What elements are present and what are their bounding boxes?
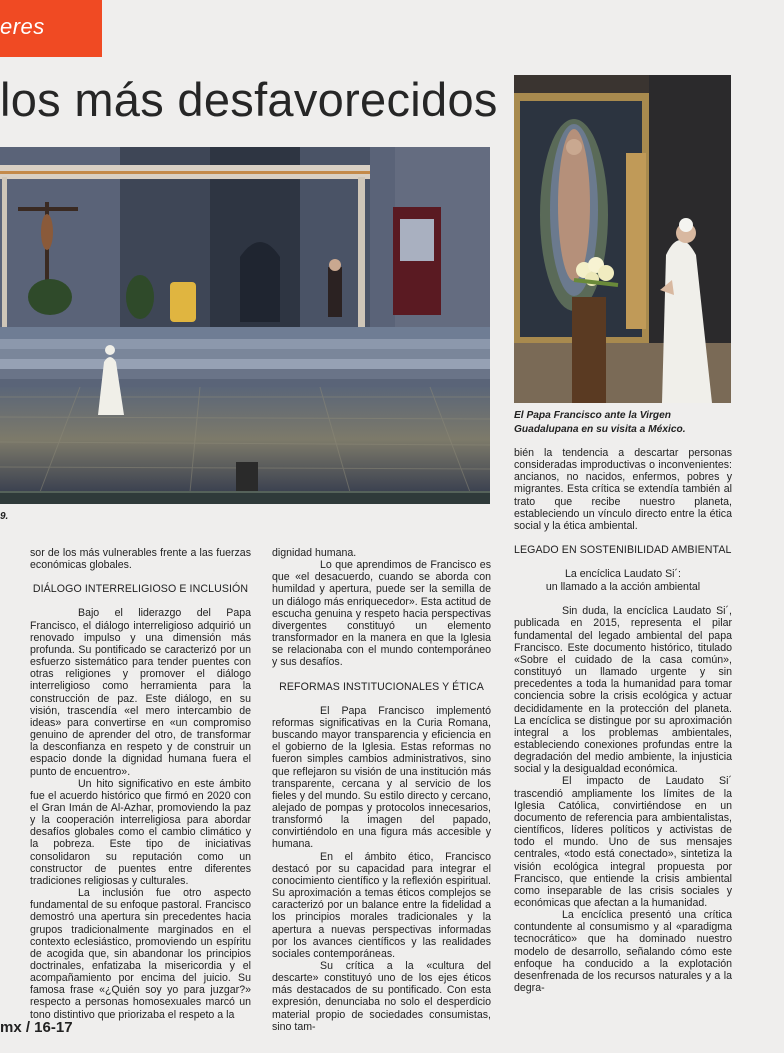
subheading-line-1: La encíclica Laudato Si´: [564, 568, 681, 581]
photo-right-caption: El Papa Francisco ante la Virgen Guadalupana en su visita a México. [514, 410, 686, 435]
paragraph: Bajo el liderazgo del Papa Francisco, el diálogo interreligioso adquirió un renovado impulso y una dimensión más profunda. Su pontificado se caracterizó por un esfuerzo sistemático para tender puentes con otras religiones y promover el diálogo interreligioso como herramienta para la construcción de paz. Este diálogo, en su visión, trascendía «el mero intercambio de ideas» para convertirse en «un compromiso genuino de aprender del otro, de transformar la desconfianza en respeto y de construir un espacio donde la dignidad humana fuera el punto de encuentro». [30, 607, 251, 778]
paragraph: sor de los más vulnerables frente a las fuerzas económicas globales. [30, 547, 251, 572]
paragraph: El impacto de Laudato Si´ trascendió ampliamente los límites de la Iglesia Católica, convirtiéndose en un documento de referencia para ambientalistas, científicos, líderes políticos y activistas de todo el mundo. Uno de sus mensajes centrales, «todo está conectado», sintetiza la visión ecológica integral propuesta por Francisco, que entiende la crisis ambiental como inseparable de las crisis sociales y económicas que afectan a la humanidad. [514, 775, 732, 909]
section-tab-label: eres [0, 14, 45, 39]
paragraph: La inclusión fue otro aspecto fundamental de su enfoque pastoral. Francisco demostró una apertura sin precedentes hacia grupos tradicionalmente marginados en el contexto eclesiástico, promoviendo un espíritu de acogida que, sin abandonar los principios doctrinales, enfatizaba la misericordia y el acompañamiento por encima del juicio. Su famosa frase «¿Quién soy yo para juzgar?» respecto a personas homosexuales marcó un tono distintivo que priorizaba el respeto a la [30, 887, 251, 1021]
section-heading: DIÁLOGO INTERRELIGIOSO E INCLUSIÓN [32, 583, 249, 596]
text-column-3 [514, 447, 732, 994]
paragraph: En el ámbito ético, Francisco destacó por su capacidad para integrar el conocimiento científico y la reflexión espiritual. Su aproximación a temas éticos complejos se caracterizó por un balance entre la fidelidad a los principios morales tradicionales y la apertura a nuevas perspectivas informadas por los avances científicos y las realidades sociales contemporáneas. [272, 850, 491, 960]
text-column-2 [272, 547, 491, 1033]
photo-pope-square [0, 147, 490, 504]
subheading [514, 568, 732, 593]
paragraph: Sin duda, la encíclica Laudato Si´, publicada en 2015, representa el pilar fundamental del legado ambiental del papa Francisco. Este documento histórico, titulado «Sobre el cuidado de la casa común», constituyó un llamado urgente y sin precedentes a toda la humanidad para tomar conciencia sobre la crisis ecológica y actuar decididamente en la protección del planeta. La encíclica se distingue por su aproximación integral a los problemas ambientales, estableciendo conexiones profundas entre la degradación del medio ambiente, la injusticia social y la desigualdad económica. [514, 605, 732, 776]
paragraph: Su crítica a la «cultura del descarte» constituyó uno de los ejes éticos más destacados de su pontificado. Con esta expresión, denunciaba no solo el desperdicio material propio de sociedades consumistas, sino tam- [272, 960, 491, 1033]
text-column-1 [30, 547, 251, 1021]
section-tab [0, 0, 102, 57]
paragraph: bién la tendencia a descartar personas consideradas improductivas o inconvenientes: ancianos, no nacidos, enfermos, pobres y migrantes. Esta crítica se extendía también al trato que recibe nuestro planeta, estableciendo un vínculo directo entre la ética social y la ética ambiental. [514, 447, 732, 532]
page-footer: mx / 16-17 [0, 1019, 73, 1036]
headline: los más desfavorecidos [0, 73, 498, 126]
paragraph: Lo que aprendimos de Francisco es que «el desacuerdo, cuando se aborda con humildad y apertura, puede ser la semilla de un diálogo más enriquecedor». Esta actitud de escucha genuina y respeto hacia perspectivas divergentes constituyó un elemento transformador en la manera en que la Iglesia se relacionaba con el mundo contemporáneo y sus desafíos. [272, 559, 491, 669]
photo-pope-guadalupe [514, 75, 731, 403]
paragraph: dignidad humana. [272, 547, 357, 559]
section-heading: LEGADO EN SOSTENIBILIDAD AMBIENTAL [514, 544, 732, 557]
section-heading: REFORMAS INSTITUCIONALES Y ÉTICA [279, 680, 484, 693]
photo-left-caption: 9. [0, 511, 9, 522]
paragraph: El Papa Francisco implementó reformas significativas en la Curia Romana, buscando mayor transparencia y eficiencia en el gobierno de la Iglesia. Estas reformas no fueron simples cambios administrativos, sino que reflejaron su visión de una institución más transparente, cercana y al servicio de los fieles y del mundo. Su estilo directo y cercano, alejado de pompas y protocolos innecesarios, transformó la imagen del papado, convirtiéndolo en una figura más accesible y humana. [272, 704, 491, 851]
paragraph: Un hito significativo en este ámbito fue el acuerdo histórico que firmó en 2020 con el Gran Imán de Al-Azhar, promoviendo la paz y la cooperación interreligiosa para abordar desafíos globales como el cambio climático y la pobreza. Este tipo de iniciativas consolidaron su reputación como un constructor de puentes entre diferentes tradiciones religiosas y culturales. [30, 777, 251, 887]
paragraph: La encíclica presentó una crítica contundente al consumismo y al «paradigma tecnocrático» que ha dominado nuestro modelo de desarrollo, señalando cómo este enfoque ha conducido a la explotación desenfrenada de los recursos naturales y a la degra- [514, 909, 732, 995]
subheading-line-2: un llamado a la acción ambiental [545, 580, 701, 593]
